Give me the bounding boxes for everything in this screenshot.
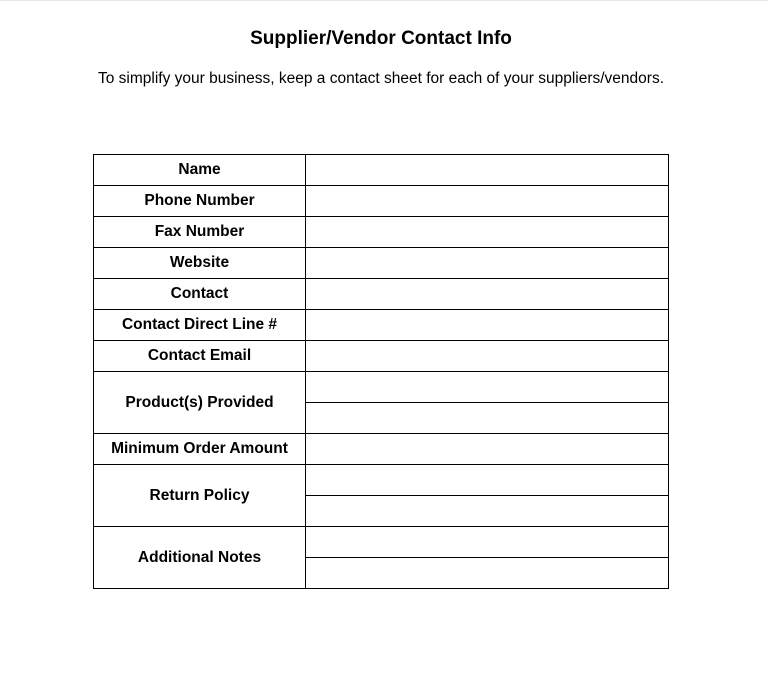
field-entry[interactable] [306, 341, 669, 372]
intro-text: To simplify your business, keep a contact sheet for each of your suppliers/vendors. [97, 70, 665, 87]
form-row [94, 279, 669, 310]
field-label: Fax Number [94, 217, 306, 248]
field-label: Contact [94, 279, 306, 310]
field-label: Contact Direct Line # [94, 310, 306, 341]
field-entry[interactable] [306, 465, 669, 496]
field-entry[interactable] [306, 527, 669, 558]
field-entry[interactable] [306, 558, 669, 589]
form-row [94, 310, 669, 341]
field-entry[interactable] [306, 217, 669, 248]
field-label: Phone Number [94, 186, 306, 217]
form-row [94, 186, 669, 217]
field-label: Contact Email [94, 341, 306, 372]
contact-form-body [94, 155, 669, 589]
field-entry[interactable] [306, 403, 669, 434]
field-entry[interactable] [306, 310, 669, 341]
form-row [94, 217, 669, 248]
field-entry[interactable] [306, 434, 669, 465]
form-row [94, 341, 669, 372]
field-entry[interactable] [306, 155, 669, 186]
contact-form-table [93, 154, 669, 589]
field-label: Name [94, 155, 306, 186]
field-label: Website [94, 248, 306, 279]
field-label: Return Policy [94, 465, 306, 527]
form-row [94, 248, 669, 279]
field-entry[interactable] [306, 248, 669, 279]
page-title: Supplier/Vendor Contact Info [250, 28, 512, 49]
field-label: Product(s) Provided [94, 372, 306, 434]
field-entry[interactable] [306, 186, 669, 217]
form-row [94, 465, 669, 496]
page-top-edge [0, 0, 768, 1]
field-entry[interactable] [306, 496, 669, 527]
form-row [94, 372, 669, 403]
field-label: Minimum Order Amount [94, 434, 306, 465]
form-row [94, 527, 669, 558]
form-row [94, 155, 669, 186]
form-row [94, 434, 669, 465]
field-label: Additional Notes [94, 527, 306, 589]
field-entry[interactable] [306, 372, 669, 403]
field-entry[interactable] [306, 279, 669, 310]
